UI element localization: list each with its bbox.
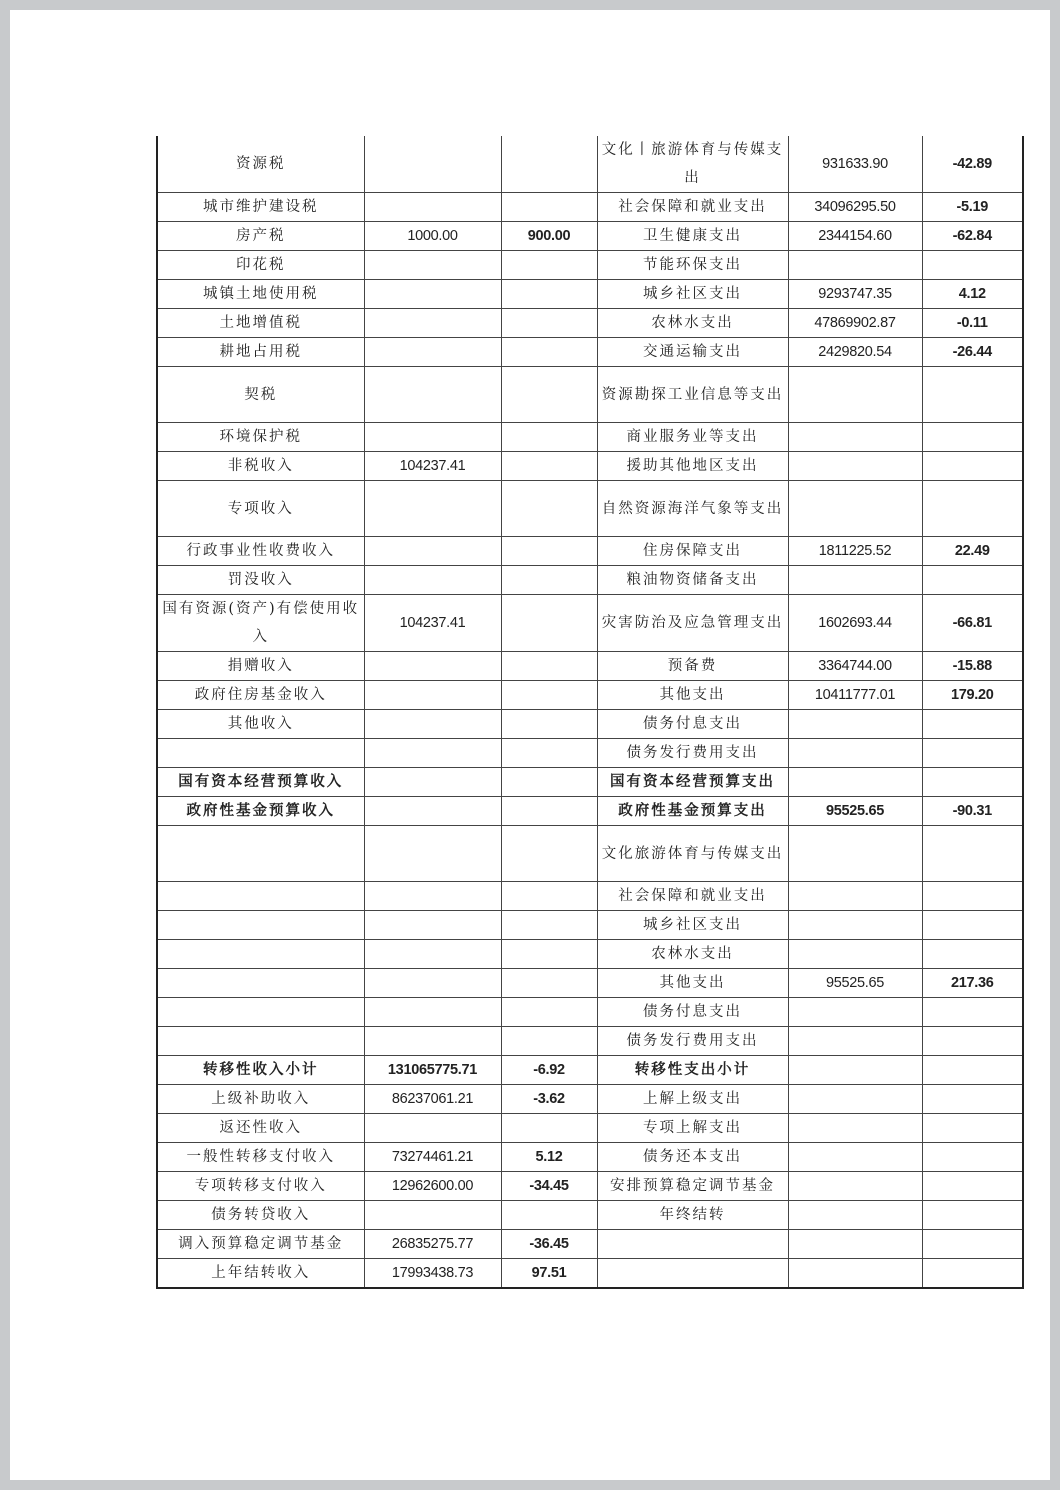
- table-row: [157, 193, 1023, 222]
- income-item-cell: 返还性收入: [157, 1114, 364, 1143]
- table-row: [157, 681, 1023, 710]
- income-change-cell: 97.51: [501, 1259, 597, 1289]
- table-row: [157, 136, 1023, 193]
- income-amount-cell: 17993438.73: [364, 1259, 501, 1289]
- income-amount-cell: [364, 652, 501, 681]
- income-change-cell: [501, 595, 597, 652]
- income-change-cell: [501, 367, 597, 423]
- income-change-cell: [501, 136, 597, 193]
- table-row: [157, 280, 1023, 309]
- expense-change-cell: [922, 566, 1023, 595]
- table-row: [157, 911, 1023, 940]
- income-item-cell: [157, 826, 364, 882]
- expense-item-cell: 安排预算稳定调节基金: [597, 1172, 788, 1201]
- expense-amount-cell: 95525.65: [788, 797, 922, 826]
- income-amount-cell: [364, 826, 501, 882]
- income-item-cell: 契税: [157, 367, 364, 423]
- income-item-cell: 资源税: [157, 136, 364, 193]
- expense-item-cell: 商业服务业等支出: [597, 423, 788, 452]
- income-amount-cell: [364, 911, 501, 940]
- expense-amount-cell: [788, 768, 922, 797]
- expense-change-cell: [922, 1056, 1023, 1085]
- expense-item-cell: 专项上解支出: [597, 1114, 788, 1143]
- expense-change-cell: [922, 1230, 1023, 1259]
- table-row: [157, 1201, 1023, 1230]
- expense-item-cell: 债务发行费用支出: [597, 1027, 788, 1056]
- expense-amount-cell: 2344154.60: [788, 222, 922, 251]
- expense-change-cell: [922, 911, 1023, 940]
- table-row: [157, 1259, 1023, 1289]
- table-row: [157, 882, 1023, 911]
- expense-amount-cell: [788, 826, 922, 882]
- income-item-cell: [157, 940, 364, 969]
- income-amount-cell: [364, 768, 501, 797]
- income-item-cell: 国有资本经营预算收入: [157, 768, 364, 797]
- expense-amount-cell: [788, 251, 922, 280]
- income-item-cell: 专项转移支付收入: [157, 1172, 364, 1201]
- expense-change-cell: [922, 1114, 1023, 1143]
- table-row: [157, 222, 1023, 251]
- expense-item-cell: [597, 1259, 788, 1289]
- income-change-cell: [501, 338, 597, 367]
- income-item-cell: 印花税: [157, 251, 364, 280]
- expense-amount-cell: [788, 1201, 922, 1230]
- income-change-cell: [501, 452, 597, 481]
- table-row: [157, 652, 1023, 681]
- expense-item-cell: 债务还本支出: [597, 1143, 788, 1172]
- income-item-cell: 政府性基金预算收入: [157, 797, 364, 826]
- expense-amount-cell: [788, 452, 922, 481]
- income-change-cell: [501, 826, 597, 882]
- expense-item-cell: 年终结转: [597, 1201, 788, 1230]
- income-change-cell: [501, 911, 597, 940]
- income-change-cell: [501, 280, 597, 309]
- income-change-cell: [501, 1027, 597, 1056]
- expense-change-cell: [922, 768, 1023, 797]
- income-change-cell: [501, 969, 597, 998]
- expense-change-cell: [922, 367, 1023, 423]
- expense-change-cell: [922, 423, 1023, 452]
- income-amount-cell: 131065775.71: [364, 1056, 501, 1085]
- expense-change-cell: [922, 481, 1023, 537]
- expense-amount-cell: 3364744.00: [788, 652, 922, 681]
- income-amount-cell: [364, 797, 501, 826]
- income-item-cell: 非税收入: [157, 452, 364, 481]
- budget-table-body: [157, 136, 1023, 1288]
- income-amount-cell: [364, 681, 501, 710]
- expense-change-cell: -90.31: [922, 797, 1023, 826]
- income-amount-cell: [364, 969, 501, 998]
- expense-amount-cell: [788, 481, 922, 537]
- income-amount-cell: 73274461.21: [364, 1143, 501, 1172]
- expense-item-cell: 自然资源海洋气象等支出: [597, 481, 788, 537]
- expense-amount-cell: [788, 1027, 922, 1056]
- table-row: [157, 452, 1023, 481]
- expense-change-cell: -15.88: [922, 652, 1023, 681]
- expense-amount-cell: [788, 1230, 922, 1259]
- expense-change-cell: 22.49: [922, 537, 1023, 566]
- expense-change-cell: [922, 1201, 1023, 1230]
- income-item-cell: 行政事业性收费收入: [157, 537, 364, 566]
- expense-amount-cell: 10411777.01: [788, 681, 922, 710]
- income-change-cell: -3.62: [501, 1085, 597, 1114]
- income-item-cell: 上年结转收入: [157, 1259, 364, 1289]
- expense-amount-cell: [788, 911, 922, 940]
- income-change-cell: [501, 882, 597, 911]
- expense-amount-cell: [788, 1114, 922, 1143]
- expense-change-cell: [922, 1085, 1023, 1114]
- expense-amount-cell: 47869902.87: [788, 309, 922, 338]
- expense-item-cell: 其他支出: [597, 681, 788, 710]
- expense-amount-cell: [788, 882, 922, 911]
- income-amount-cell: [364, 338, 501, 367]
- income-item-cell: 捐赠收入: [157, 652, 364, 681]
- income-change-cell: -6.92: [501, 1056, 597, 1085]
- expense-change-cell: -66.81: [922, 595, 1023, 652]
- expense-amount-cell: [788, 940, 922, 969]
- expense-item-cell: 转移性支出小计: [597, 1056, 788, 1085]
- expense-amount-cell: [788, 1143, 922, 1172]
- table-row: [157, 768, 1023, 797]
- income-change-cell: [501, 681, 597, 710]
- income-item-cell: 调入预算稳定调节基金: [157, 1230, 364, 1259]
- expense-item-cell: 农林水支出: [597, 309, 788, 338]
- expense-amount-cell: 2429820.54: [788, 338, 922, 367]
- income-amount-cell: [364, 1027, 501, 1056]
- expense-change-cell: [922, 739, 1023, 768]
- table-row: [157, 1027, 1023, 1056]
- income-change-cell: [501, 566, 597, 595]
- expense-item-cell: 文化旅游体育与传媒支出: [597, 826, 788, 882]
- income-change-cell: [501, 1114, 597, 1143]
- income-amount-cell: [364, 193, 501, 222]
- income-change-cell: [501, 710, 597, 739]
- expense-item-cell: 债务付息支出: [597, 710, 788, 739]
- expense-amount-cell: 95525.65: [788, 969, 922, 998]
- expense-change-cell: [922, 251, 1023, 280]
- income-item-cell: [157, 969, 364, 998]
- expense-amount-cell: [788, 423, 922, 452]
- income-item-cell: [157, 1027, 364, 1056]
- expense-change-cell: [922, 452, 1023, 481]
- income-item-cell: 环境保护税: [157, 423, 364, 452]
- expense-amount-cell: 9293747.35: [788, 280, 922, 309]
- income-item-cell: 罚没收入: [157, 566, 364, 595]
- budget-table: [156, 136, 1024, 1289]
- income-change-cell: [501, 423, 597, 452]
- income-amount-cell: [364, 251, 501, 280]
- income-amount-cell: [364, 1201, 501, 1230]
- expense-item-cell: 交通运输支出: [597, 338, 788, 367]
- expense-change-cell: [922, 1172, 1023, 1201]
- expense-change-cell: [922, 940, 1023, 969]
- income-change-cell: [501, 251, 597, 280]
- income-amount-cell: 104237.41: [364, 595, 501, 652]
- income-item-cell: 耕地占用税: [157, 338, 364, 367]
- expense-amount-cell: [788, 1172, 922, 1201]
- income-amount-cell: [364, 882, 501, 911]
- table-row: [157, 423, 1023, 452]
- table-row: [157, 797, 1023, 826]
- income-amount-cell: 1000.00: [364, 222, 501, 251]
- table-row: [157, 309, 1023, 338]
- income-amount-cell: [364, 940, 501, 969]
- expense-item-cell: 农林水支出: [597, 940, 788, 969]
- income-item-cell: [157, 739, 364, 768]
- income-item-cell: 国有资源(资产)有偿使用收入: [157, 595, 364, 652]
- expense-change-cell: 4.12: [922, 280, 1023, 309]
- income-amount-cell: [364, 481, 501, 537]
- income-item-cell: 债务转贷收入: [157, 1201, 364, 1230]
- expense-change-cell: [922, 826, 1023, 882]
- expense-item-cell: 文化丨旅游体育与传媒支出: [597, 136, 788, 193]
- expense-item-cell: 灾害防治及应急管理支出: [597, 595, 788, 652]
- expense-item-cell: 节能环保支出: [597, 251, 788, 280]
- expense-change-cell: [922, 882, 1023, 911]
- income-change-cell: -36.45: [501, 1230, 597, 1259]
- document-page: [10, 10, 1050, 1480]
- expense-change-cell: -5.19: [922, 193, 1023, 222]
- expense-change-cell: [922, 1027, 1023, 1056]
- expense-change-cell: 217.36: [922, 969, 1023, 998]
- expense-amount-cell: [788, 998, 922, 1027]
- expense-item-cell: 债务付息支出: [597, 998, 788, 1027]
- table-row: [157, 367, 1023, 423]
- expense-change-cell: [922, 1143, 1023, 1172]
- table-row: [157, 595, 1023, 652]
- expense-amount-cell: 34096295.50: [788, 193, 922, 222]
- income-change-cell: 5.12: [501, 1143, 597, 1172]
- income-change-cell: [501, 1201, 597, 1230]
- table-row: [157, 1230, 1023, 1259]
- expense-item-cell: 援助其他地区支出: [597, 452, 788, 481]
- income-change-cell: [501, 797, 597, 826]
- expense-amount-cell: 1602693.44: [788, 595, 922, 652]
- expense-change-cell: -26.44: [922, 338, 1023, 367]
- table-row: [157, 940, 1023, 969]
- income-amount-cell: [364, 566, 501, 595]
- income-item-cell: 转移性收入小计: [157, 1056, 364, 1085]
- income-amount-cell: [364, 739, 501, 768]
- income-change-cell: [501, 309, 597, 338]
- income-change-cell: [501, 537, 597, 566]
- income-change-cell: -34.45: [501, 1172, 597, 1201]
- expense-item-cell: 城乡社区支出: [597, 911, 788, 940]
- expense-item-cell: 预备费: [597, 652, 788, 681]
- expense-amount-cell: [788, 1085, 922, 1114]
- table-row: [157, 998, 1023, 1027]
- income-item-cell: 土地增值税: [157, 309, 364, 338]
- table-row: [157, 710, 1023, 739]
- expense-item-cell: 上解上级支出: [597, 1085, 788, 1114]
- table-row: [157, 338, 1023, 367]
- income-item-cell: 房产税: [157, 222, 364, 251]
- expense-amount-cell: [788, 710, 922, 739]
- expense-change-cell: [922, 710, 1023, 739]
- table-row: [157, 537, 1023, 566]
- income-amount-cell: [364, 998, 501, 1027]
- expense-amount-cell: [788, 1259, 922, 1289]
- income-change-cell: [501, 739, 597, 768]
- expense-change-cell: [922, 998, 1023, 1027]
- expense-change-cell: -42.89: [922, 136, 1023, 193]
- income-item-cell: 城市维护建设税: [157, 193, 364, 222]
- table-row: [157, 969, 1023, 998]
- income-amount-cell: 26835275.77: [364, 1230, 501, 1259]
- income-change-cell: [501, 652, 597, 681]
- income-amount-cell: [364, 537, 501, 566]
- table-row: [157, 1114, 1023, 1143]
- income-amount-cell: 86237061.21: [364, 1085, 501, 1114]
- income-amount-cell: [364, 367, 501, 423]
- income-amount-cell: [364, 710, 501, 739]
- table-row: [157, 1085, 1023, 1114]
- income-item-cell: 其他收入: [157, 710, 364, 739]
- income-item-cell: 上级补助收入: [157, 1085, 364, 1114]
- income-item-cell: [157, 882, 364, 911]
- income-item-cell: 政府住房基金收入: [157, 681, 364, 710]
- income-amount-cell: [364, 280, 501, 309]
- income-amount-cell: [364, 1114, 501, 1143]
- expense-change-cell: [922, 1259, 1023, 1289]
- expense-item-cell: 社会保障和就业支出: [597, 882, 788, 911]
- income-change-cell: [501, 768, 597, 797]
- expense-item-cell: 资源勘探工业信息等支出: [597, 367, 788, 423]
- expense-change-cell: 179.20: [922, 681, 1023, 710]
- income-amount-cell: [364, 136, 501, 193]
- expense-item-cell: 政府性基金预算支出: [597, 797, 788, 826]
- table-row: [157, 566, 1023, 595]
- expense-amount-cell: [788, 367, 922, 423]
- expense-item-cell: 粮油物资储备支出: [597, 566, 788, 595]
- expense-item-cell: [597, 1230, 788, 1259]
- income-change-cell: [501, 481, 597, 537]
- income-amount-cell: 12962600.00: [364, 1172, 501, 1201]
- expense-amount-cell: [788, 1056, 922, 1085]
- table-row: [157, 481, 1023, 537]
- expense-item-cell: 国有资本经营预算支出: [597, 768, 788, 797]
- income-item-cell: 专项收入: [157, 481, 364, 537]
- table-row: [157, 1056, 1023, 1085]
- income-item-cell: [157, 911, 364, 940]
- expense-item-cell: 债务发行费用支出: [597, 739, 788, 768]
- table-row: [157, 826, 1023, 882]
- table-row: [157, 739, 1023, 768]
- income-change-cell: [501, 940, 597, 969]
- expense-item-cell: 其他支出: [597, 969, 788, 998]
- expense-amount-cell: [788, 566, 922, 595]
- expense-item-cell: 社会保障和就业支出: [597, 193, 788, 222]
- income-change-cell: [501, 998, 597, 1027]
- expense-item-cell: 住房保障支出: [597, 537, 788, 566]
- table-row: [157, 1143, 1023, 1172]
- expense-change-cell: -62.84: [922, 222, 1023, 251]
- income-amount-cell: 104237.41: [364, 452, 501, 481]
- table-row: [157, 1172, 1023, 1201]
- expense-amount-cell: [788, 739, 922, 768]
- income-change-cell: 900.00: [501, 222, 597, 251]
- expense-amount-cell: 1811225.52: [788, 537, 922, 566]
- expense-amount-cell: 931633.90: [788, 136, 922, 193]
- income-item-cell: [157, 998, 364, 1027]
- income-amount-cell: [364, 309, 501, 338]
- income-change-cell: [501, 193, 597, 222]
- table-row: [157, 251, 1023, 280]
- income-item-cell: 一般性转移支付收入: [157, 1143, 364, 1172]
- expense-change-cell: -0.11: [922, 309, 1023, 338]
- income-amount-cell: [364, 423, 501, 452]
- expense-item-cell: 城乡社区支出: [597, 280, 788, 309]
- income-item-cell: 城镇土地使用税: [157, 280, 364, 309]
- expense-item-cell: 卫生健康支出: [597, 222, 788, 251]
